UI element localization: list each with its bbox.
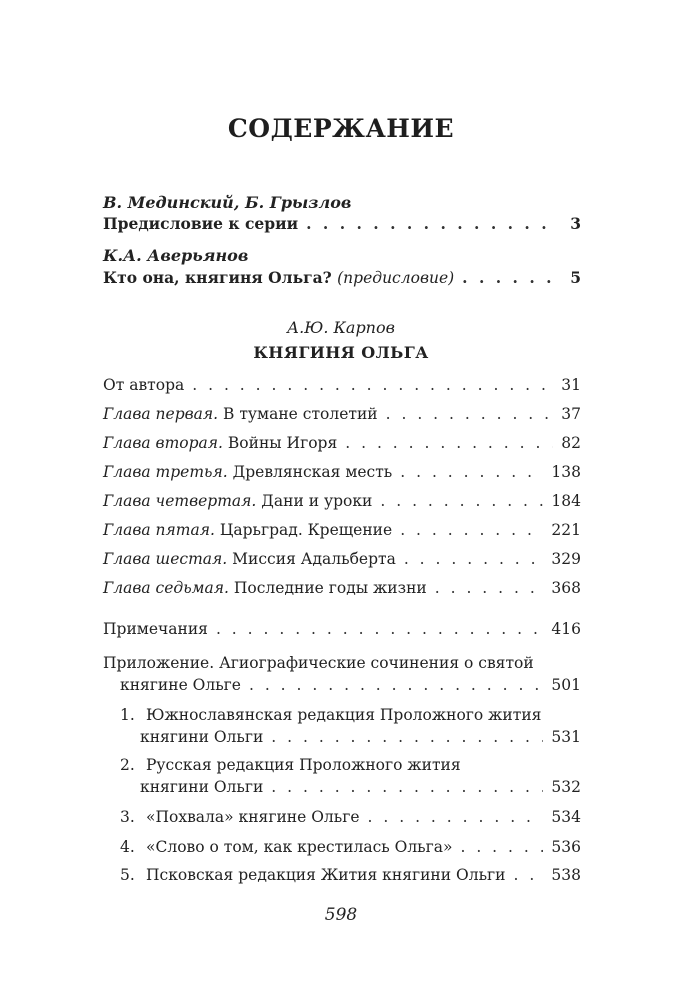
entry-title: Глава вторая. Войны Игоря [103,434,338,452]
dot-leader [345,434,553,452]
entry-title: 5. Псковская редакция Жития княгини Ольги [120,866,506,884]
dot-leader [400,463,543,481]
entry-page: 82 [561,434,581,452]
toc-entry-chapter-4[interactable] [103,492,581,514]
sub-item-1-line1: 1. Южнославянская редакция Проложного жития [120,706,542,724]
toc-entry-chapter-6[interactable] [103,550,581,572]
dot-leader [216,620,543,638]
entry-page: 534 [551,808,581,826]
dot-leader [400,521,543,539]
entry-page: 538 [551,866,581,884]
front-author-2: К.А. Аверьянов [103,246,249,265]
entry-page: 368 [551,579,581,597]
entry-title: Глава седьмая. Последние годы жизни [103,579,427,597]
entry-page: 416 [551,620,581,638]
entry-page: 5 [570,268,581,287]
dot-leader [192,376,553,394]
entry-page: 3 [570,214,581,233]
toc-entry-chapter-5[interactable] [103,521,581,543]
entry-note: (предисловие) [337,269,455,287]
entry-page: 37 [561,405,581,423]
entry-title: Глава пятая. Царьград. Крещение [103,521,393,539]
sub-item-number: 3. [120,808,135,826]
toc-entry-chapter-2[interactable] [103,434,581,456]
entry-page: 532 [551,778,581,796]
dot-leader [249,676,543,694]
entry-page: 31 [561,376,581,394]
appendix-title-line1: Приложение. Агиографические сочинения о святой [103,654,534,672]
dot-leader [404,550,544,568]
entry-title: Глава четвертая. Дани и уроки [103,492,373,510]
dot-leader [271,728,543,746]
sub-item-number: 1. [120,706,135,724]
toc-entry-sub-1[interactable] [140,728,581,750]
toc-entry-sub-5[interactable] [120,866,581,888]
entry-title: Глава шестая. Миссия Адальберта [103,550,396,568]
entry-page: 329 [551,550,581,568]
entry-title: Глава третья. Древлянская месть [103,463,393,481]
entry-title: 3. «Похвала» княгине Ольге [120,808,360,826]
entry-page: 138 [551,463,581,481]
entry-title: княгини Ольги [140,728,264,746]
page-title: СОДЕРЖАНИЕ [227,114,455,143]
dot-leader [386,405,554,423]
toc-entry-sub-4[interactable] [120,838,581,860]
toc-entry-notes[interactable] [103,620,581,642]
toc-entry-sub-2[interactable] [140,778,581,800]
toc-entry-chapter-7[interactable] [103,579,581,601]
toc-entry-chapter-1[interactable] [103,405,581,427]
dot-leader [380,492,543,510]
book-title: КНЯГИНЯ ОЛЬГА [253,343,429,362]
toc-entry-appendix[interactable] [120,676,581,698]
entry-page: 221 [551,521,581,539]
entry-title: Предисловие к серии [103,214,299,233]
dot-leader [368,808,544,826]
dot-leader [462,268,555,287]
entry-title: Примечания [103,620,208,638]
sub-item-number: 4. [120,838,135,856]
book-author: А.Ю. Карпов [287,318,395,337]
entry-title: княгине Ольге [120,676,241,694]
toc-entry-from-author[interactable] [103,376,581,398]
entry-title: 4. «Слово о том, как крестилась Ольга» [120,838,453,856]
entry-title: Глава первая. В тумане столетий [103,405,378,423]
dot-leader [460,838,543,856]
toc-entry-sub-3[interactable] [120,808,581,830]
entry-page: 184 [551,492,581,510]
entry-page: 501 [551,676,581,694]
entry-page: 536 [551,838,581,856]
entry-title: Кто она, княгиня Ольга? (предисловие) [103,268,455,287]
sub-item-number: 2. [120,756,135,774]
sub-item-2-line1: 2. Русская редакция Проложного жития [120,756,461,774]
dot-leader [513,866,543,884]
entry-title: княгини Ольги [140,778,264,796]
entry-title: От автора [103,376,185,394]
dot-leader [306,214,555,233]
toc-entry-olga-preface[interactable] [103,268,581,290]
toc-entry-chapter-3[interactable] [103,463,581,485]
page-number: 598 [324,905,358,925]
entry-page: 531 [551,728,581,746]
front-author-1: В. Мединский, Б. Грызлов [103,193,352,212]
toc-entry-series-preface[interactable] [103,214,581,236]
dot-leader [435,579,544,597]
dot-leader [271,778,543,796]
sub-item-number: 5. [120,866,135,884]
